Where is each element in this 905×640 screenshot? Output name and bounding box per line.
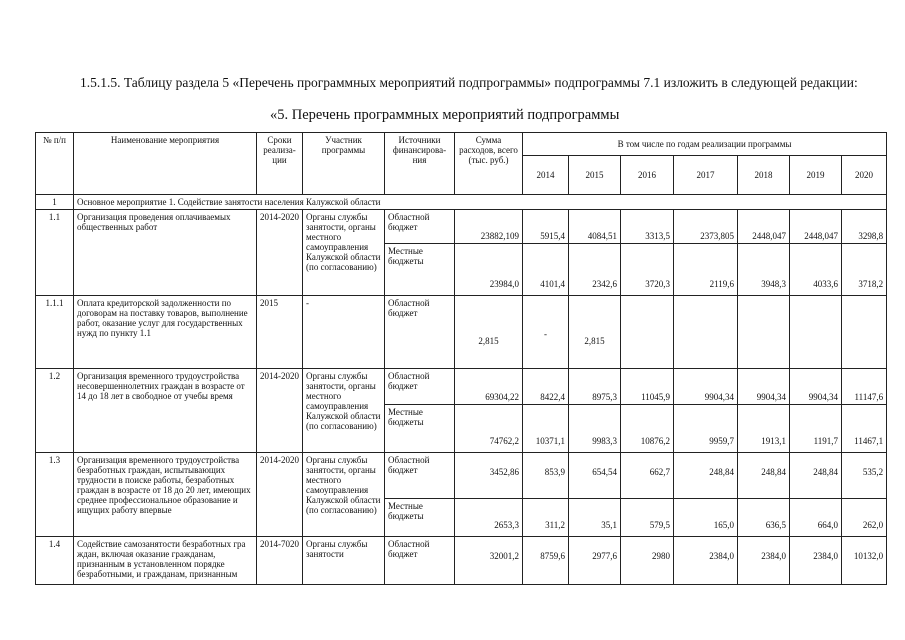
cell-value: 2384,0 [674, 537, 738, 585]
col-name: Наименование мероприятия [74, 133, 257, 195]
cell-value: 3313,5 [621, 210, 674, 244]
cell-value: 11147,6 [842, 369, 887, 405]
row-participant: - [303, 296, 385, 369]
section-title: «5. Перечень программных мероприятий подпрограммы [270, 107, 620, 123]
cell-value: 2384,0 [790, 537, 842, 585]
col-terms: Сроки реализа-ции [257, 133, 303, 195]
cell-value: 10132,0 [842, 537, 887, 585]
table-row [36, 369, 887, 405]
table-row [36, 453, 887, 499]
col-sum: Сумма расходов, всего (тыс. руб.) [455, 133, 523, 195]
cell-value: 4033,6 [790, 244, 842, 296]
cell-value: 9959,7 [674, 405, 738, 453]
table-row [36, 210, 887, 244]
cell-value: 4101,4 [523, 244, 569, 296]
cell-value [674, 296, 738, 369]
intro-text: 1.5.1.5. Таблицу раздела 5 «Перечень программных мероприятий подпрограммы» подпрограммы 7.1 изложить в следующей редакции: [80, 75, 858, 90]
col-by-years: В том числе по годам реализации программы [523, 133, 887, 156]
cell-value: 662,7 [621, 453, 674, 499]
cell-value: 4084,51 [569, 210, 621, 244]
row-participant: Органы службы занятости [303, 537, 385, 585]
year-header: 2014 [523, 156, 569, 195]
row-source: Областной бюджет [385, 296, 455, 369]
row-source: Областной бюджет [385, 453, 455, 499]
cell-value: 311,2 [523, 499, 569, 537]
cell-value: 535,2 [842, 453, 887, 499]
cell-value: 9904,34 [738, 369, 790, 405]
row-sum: 2,815 [455, 296, 523, 369]
cell-value: 636,5 [738, 499, 790, 537]
cell-value: 9983,3 [569, 405, 621, 453]
cell-value: 1913,1 [738, 405, 790, 453]
col-num: № п/п [36, 133, 74, 195]
row-name: Организация проведения оплачиваемых общественных работ [74, 210, 257, 296]
cell-value: 2980 [621, 537, 674, 585]
cell-value [790, 296, 842, 369]
year-header: 2018 [738, 156, 790, 195]
cell-value: 10371,1 [523, 405, 569, 453]
row-sum: 74762,2 [455, 405, 523, 453]
cell-value: 2,815 [569, 296, 621, 369]
cell-value: 853,9 [523, 453, 569, 499]
row-name: Организация временного трудоустройства безработных граждан, испытывающих трудности в поиске работы, безработных граждан в возрасте от 18 до 20 лет, имеющих среднее профессиональное образование и ищущих работу впервые [74, 453, 257, 537]
section-title-cell: Основное мероприятие 1. Содействие занятости населения Калужской области [74, 195, 887, 210]
row-name: Организация временного трудоустройства несовершеннолетних граждан в возрасте от 14 до 18 лет в свободное от учебы время [74, 369, 257, 453]
row-source: Местные бюджеты [385, 405, 455, 453]
row-terms: 2014-2020 [257, 453, 303, 537]
cell-value: 3720,3 [621, 244, 674, 296]
cell-value: 579,5 [621, 499, 674, 537]
cell-value [842, 296, 887, 369]
cell-value: 2373,805 [674, 210, 738, 244]
section-num: 1 [36, 195, 74, 210]
program-measures-table [35, 132, 887, 585]
cell-value: 165,0 [674, 499, 738, 537]
cell-value: 8759,6 [523, 537, 569, 585]
cell-value [738, 296, 790, 369]
cell-value: 262,0 [842, 499, 887, 537]
row-num: 1.4 [36, 537, 74, 585]
table-header-row [36, 133, 887, 156]
section-row [36, 195, 887, 210]
row-participant: Органы службы занятости, органы местного самоуправления Калужской области (по согласованию) [303, 369, 385, 453]
col-sources: Источники финансирова-ния [385, 133, 455, 195]
cell-value [621, 296, 674, 369]
table-row [36, 537, 887, 585]
cell-value: 3948,3 [738, 244, 790, 296]
row-sum: 69304,22 [455, 369, 523, 405]
cell-value: 2448,047 [790, 210, 842, 244]
row-sum: 2653,3 [455, 499, 523, 537]
row-terms: 2014-2020 [257, 210, 303, 296]
row-sum: 3452,86 [455, 453, 523, 499]
cell-value: 654,54 [569, 453, 621, 499]
cell-value: 9904,34 [790, 369, 842, 405]
col-participant: Участник программы [303, 133, 385, 195]
row-source: Областной бюджет [385, 537, 455, 585]
cell-value: 1191,7 [790, 405, 842, 453]
row-source: Местные бюджеты [385, 244, 455, 296]
row-sum: 23984,0 [455, 244, 523, 296]
cell-value: 9904,34 [674, 369, 738, 405]
cell-value: 664,0 [790, 499, 842, 537]
year-header: 2017 [674, 156, 738, 195]
row-terms: 2015 [257, 296, 303, 369]
row-sum: 23882,109 [455, 210, 523, 244]
row-participant: Органы службы занятости, органы местного самоуправления Калужской области (по согласованию) [303, 210, 385, 296]
year-header: 2016 [621, 156, 674, 195]
cell-value: 8975,3 [569, 369, 621, 405]
row-sum: 32001,2 [455, 537, 523, 585]
cell-value: 248,84 [790, 453, 842, 499]
row-participant: Органы службы занятости, органы местного самоуправления Калужской области (по согласованию) [303, 453, 385, 537]
year-header: 2019 [790, 156, 842, 195]
year-header: 2015 [569, 156, 621, 195]
cell-value: 11467,1 [842, 405, 887, 453]
row-name: Содействие самозанятости безработных гра ждан, включая оказание гражданам, признанным в установленном порядке безработными, и гражданам, признанным [74, 537, 257, 585]
cell-value: 10876,2 [621, 405, 674, 453]
row-num: 1.1 [36, 210, 74, 296]
row-source: Областной бюджет [385, 369, 455, 405]
cell-value: 2448,047 [738, 210, 790, 244]
intro-paragraph [50, 75, 862, 90]
cell-value: 2119,6 [674, 244, 738, 296]
cell-value: 2977,6 [569, 537, 621, 585]
cell-value: 3298,8 [842, 210, 887, 244]
row-name: Оплата кредиторской задолженности по договорам на поставку товаров, выполнение работ, оказание услуг для государственных нужд по пункту 1.1 [74, 296, 257, 369]
year-header: 2020 [842, 156, 887, 195]
row-terms: 2014-7020 [257, 537, 303, 585]
cell-value: - [523, 296, 569, 369]
table-row [36, 296, 887, 369]
cell-value: 248,84 [674, 453, 738, 499]
row-source: Областной бюджет [385, 210, 455, 244]
cell-value: 8422,4 [523, 369, 569, 405]
cell-value: 35,1 [569, 499, 621, 537]
cell-value: 248,84 [738, 453, 790, 499]
cell-value: 11045,9 [621, 369, 674, 405]
cell-value: 2342,6 [569, 244, 621, 296]
row-num: 1.3 [36, 453, 74, 537]
row-num: 1.2 [36, 369, 74, 453]
row-terms: 2014-2020 [257, 369, 303, 453]
cell-value: 2384,0 [738, 537, 790, 585]
row-num: 1.1.1 [36, 296, 74, 369]
cell-value: 3718,2 [842, 244, 887, 296]
cell-value: 5915,4 [523, 210, 569, 244]
row-source: Местные бюджеты [385, 499, 455, 537]
